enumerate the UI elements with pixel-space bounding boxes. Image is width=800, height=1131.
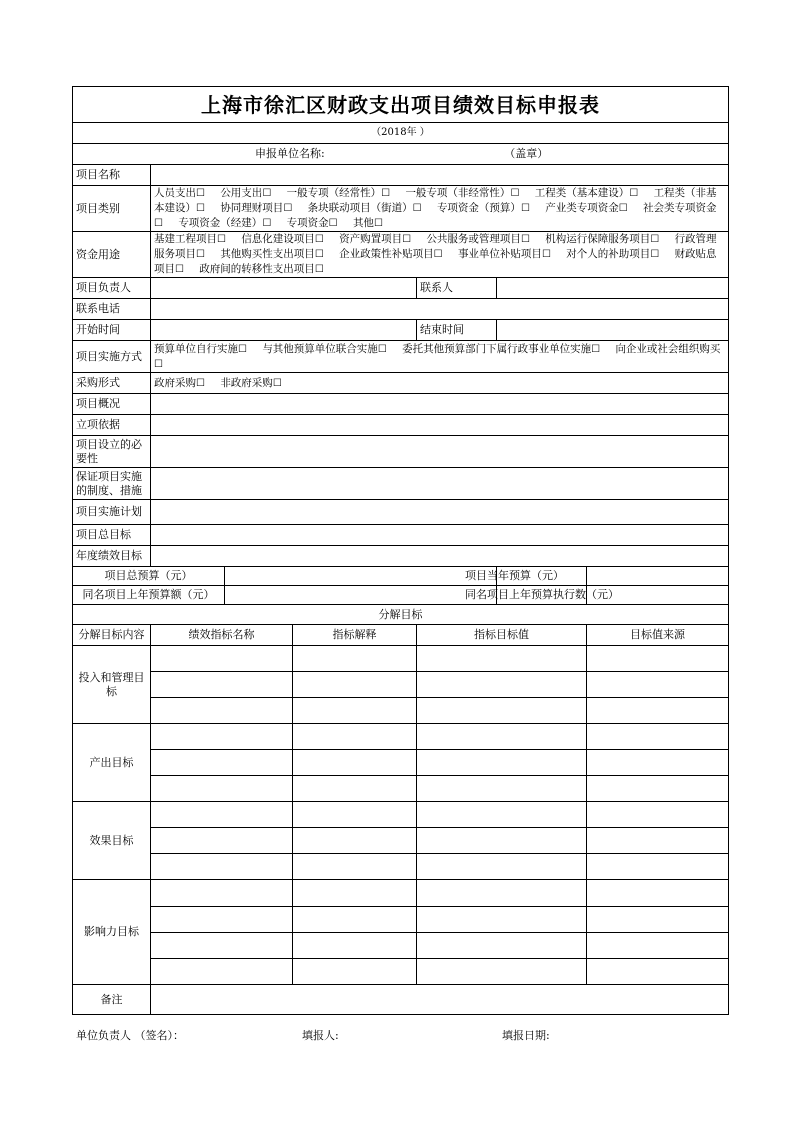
option-label: 信息化建设项目 <box>241 233 315 245</box>
goal-row <box>73 802 729 828</box>
header-content: 分解目标内容 <box>73 625 151 646</box>
value-source-cell[interactable] <box>587 880 729 907</box>
fund-use-label: 资金用途 <box>73 232 151 278</box>
target-value-cell[interactable] <box>417 828 587 854</box>
option-label: 条块联动项目（街道） <box>307 202 413 214</box>
project-type-label: 项目类别 <box>73 186 151 232</box>
value-source-cell[interactable] <box>587 672 729 698</box>
necessity-label: 项目设立的必要性 <box>73 436 151 468</box>
checkbox-icon[interactable]: ☐ <box>196 249 205 260</box>
option-label: 委托其他预算部门下属行政事业单位实施 <box>402 342 592 355</box>
value-source-cell[interactable] <box>587 933 729 959</box>
option-checkbox[interactable] <box>220 248 323 260</box>
value-source-cell[interactable] <box>587 854 729 880</box>
overview-label: 项目概况 <box>73 394 151 415</box>
option-label: 对个人的补助项目 <box>566 248 651 260</box>
unit-row <box>73 144 729 165</box>
option-checkbox[interactable] <box>154 377 205 389</box>
option-label: 机构运行保障服务项目 <box>545 233 651 245</box>
target-value-cell[interactable] <box>417 672 587 698</box>
checkbox-icon[interactable]: ☐ <box>175 264 184 275</box>
owner-value[interactable] <box>151 278 417 299</box>
option-label: 产业类专项资金 <box>545 202 619 214</box>
current-budget-label: 项目当年预算（元） <box>465 569 564 582</box>
annual-goal-value[interactable] <box>151 546 729 567</box>
option-label: 财政贴息项目 <box>154 248 717 275</box>
value-source-cell[interactable] <box>587 907 729 933</box>
indicator-name-cell[interactable] <box>151 724 293 750</box>
option-checkbox[interactable] <box>458 248 551 260</box>
option-checkbox[interactable] <box>287 187 390 199</box>
value-source-cell[interactable] <box>587 776 729 802</box>
start-label: 开始时间 <box>73 320 151 341</box>
option-label: 专项资金（预算） <box>436 202 521 214</box>
option-label: 人员支出 <box>154 187 196 199</box>
explanation-cell[interactable] <box>293 646 417 672</box>
checkbox-icon[interactable]: ☐ <box>196 203 205 214</box>
option-label: 政府间的转移性支出项目 <box>199 263 315 275</box>
checkbox-icon[interactable]: ☐ <box>262 218 272 229</box>
checkbox-icon[interactable]: ☐ <box>154 218 163 229</box>
option-checkbox[interactable] <box>545 233 659 245</box>
target-value-cell[interactable] <box>417 802 587 828</box>
option-checkbox[interactable] <box>437 202 530 214</box>
explanation-cell[interactable] <box>293 802 417 828</box>
explanation-cell[interactable] <box>293 698 417 724</box>
checkbox-icon[interactable]: ☐ <box>238 343 247 355</box>
explanation-cell[interactable] <box>293 724 417 750</box>
option-checkbox[interactable] <box>154 233 226 245</box>
option-label: 向企业或社会组织购买 <box>615 342 721 355</box>
option-label: 工程类（基本建设） <box>534 187 630 199</box>
target-value-cell[interactable] <box>417 907 587 933</box>
last-exec-label: 同名项目上年预算执行数（元） <box>465 588 619 601</box>
checkbox-icon[interactable]: ☐ <box>510 188 520 199</box>
option-label: 企业政策性补贴项目 <box>339 248 434 260</box>
option-checkbox[interactable] <box>241 233 323 245</box>
necessity-value[interactable] <box>151 436 729 468</box>
option-label: 公共服务或管理项目 <box>426 233 521 245</box>
indicator-name-cell[interactable] <box>151 854 293 880</box>
phone-label: 联系电话 <box>73 299 151 320</box>
explanation-cell[interactable] <box>293 828 417 854</box>
target-value-cell[interactable] <box>417 776 587 802</box>
checkbox-icon[interactable]: ☐ <box>314 249 324 260</box>
checkbox-icon[interactable]: ☐ <box>520 234 530 245</box>
goal-row <box>73 828 729 854</box>
option-label: 资产购置项目 <box>339 233 403 245</box>
option-label: 其他购买性支出项目 <box>220 248 315 260</box>
option-checkbox[interactable] <box>308 202 422 214</box>
option-checkbox[interactable] <box>545 202 627 214</box>
checkbox-icon[interactable]: ☐ <box>314 234 324 245</box>
explanation-cell[interactable] <box>293 907 417 933</box>
checkbox-icon[interactable]: ☐ <box>154 358 163 370</box>
checkbox-icon[interactable]: ☐ <box>618 203 628 214</box>
checkbox-icon[interactable]: ☐ <box>262 188 272 199</box>
explanation-cell[interactable] <box>293 933 417 959</box>
guarantee-label: 保证项目实施的制度、措施 <box>73 468 151 500</box>
goal-row <box>73 933 729 959</box>
plan-label: 项目实施计划 <box>73 500 151 525</box>
guarantee-value[interactable] <box>151 468 729 500</box>
indicator-name-cell[interactable] <box>151 698 293 724</box>
checkbox-icon[interactable]: ☐ <box>314 264 324 275</box>
checkbox-icon[interactable]: ☐ <box>520 203 530 214</box>
explanation-cell[interactable] <box>293 880 417 907</box>
value-source-cell[interactable] <box>587 724 729 750</box>
option-checkbox[interactable] <box>353 217 383 229</box>
goal-group-label: 产出目标 <box>73 724 151 802</box>
owner-label: 项目负责人 <box>73 278 151 299</box>
goal-row <box>73 854 729 880</box>
end-label: 结束时间 <box>417 320 497 341</box>
option-label: 其他 <box>352 217 374 229</box>
option-checkbox[interactable] <box>405 187 519 199</box>
form-year: （2018年 ） <box>73 123 729 144</box>
remarks-value[interactable] <box>151 985 729 1015</box>
header-indicator-name: 绩效指标名称 <box>151 625 293 646</box>
option-label: 预算单位自行实施 <box>154 342 238 355</box>
checkbox-icon[interactable]: ☐ <box>196 188 205 199</box>
unit-label: 申报单位名称: <box>255 147 325 160</box>
value-source-cell[interactable] <box>587 959 729 985</box>
option-label: 非政府采购 <box>220 376 273 389</box>
option-checkbox[interactable] <box>566 248 659 260</box>
checkbox-icon[interactable]: ☐ <box>217 234 226 245</box>
target-value-cell[interactable] <box>417 959 587 985</box>
header-value-source: 目标值来源 <box>587 625 729 646</box>
goal-row <box>73 907 729 933</box>
value-source-cell[interactable] <box>587 646 729 672</box>
checkbox-icon[interactable]: ☐ <box>402 234 412 245</box>
option-checkbox[interactable] <box>220 187 271 199</box>
project-name-value[interactable] <box>151 165 729 186</box>
checkbox-icon[interactable]: ☐ <box>541 249 551 260</box>
value-source-cell[interactable] <box>587 828 729 854</box>
decompose-header-row <box>73 625 729 646</box>
indicator-name-cell[interactable] <box>151 646 293 672</box>
last-year-budget-label: 同名项目上年预算额（元） <box>73 586 225 605</box>
seal-label: （盖章） <box>504 147 549 160</box>
current-budget-value[interactable] <box>587 567 729 586</box>
option-label: 行政管理服务项目 <box>154 233 717 260</box>
impl-options <box>151 341 729 373</box>
goal-row <box>73 880 729 907</box>
goal-row <box>73 776 729 802</box>
explanation-cell[interactable] <box>293 672 417 698</box>
value-source-cell[interactable] <box>587 802 729 828</box>
last-year-budget-value[interactable] <box>225 586 497 605</box>
option-checkbox[interactable] <box>339 248 442 260</box>
option-label: 一般专项（非经常性） <box>405 187 511 199</box>
filler: 填报人: <box>302 1029 339 1042</box>
leader-signature: 单位负责人 （签名）： <box>76 1029 184 1042</box>
target-value-cell[interactable] <box>417 933 587 959</box>
option-label: 与其他预算单位联合实施 <box>262 342 378 355</box>
checkbox-icon[interactable]: ☐ <box>272 377 282 389</box>
checkbox-icon[interactable]: ☐ <box>650 234 660 245</box>
indicator-name-cell[interactable] <box>151 959 293 985</box>
goal-group-label: 效果目标 <box>73 802 151 880</box>
option-checkbox[interactable] <box>220 377 281 389</box>
indicator-name-cell[interactable] <box>151 672 293 698</box>
option-checkbox[interactable] <box>199 263 323 275</box>
checkbox-icon[interactable]: ☐ <box>328 218 338 229</box>
performance-goal-form <box>72 86 729 1015</box>
option-label: 专项资金 <box>286 217 329 229</box>
checkbox-icon[interactable]: ☐ <box>650 249 660 260</box>
checkbox-icon[interactable]: ☐ <box>377 343 387 355</box>
goal-row <box>73 646 729 672</box>
checkbox-icon[interactable]: ☐ <box>381 188 391 199</box>
checkbox-icon[interactable]: ☐ <box>196 377 205 389</box>
annual-goal-label: 年度绩效目标 <box>73 546 151 567</box>
checkbox-icon[interactable]: ☐ <box>373 218 383 229</box>
option-label: 政府采购 <box>154 376 196 389</box>
goal-row <box>73 698 729 724</box>
form-title: 上海市徐汇区财政支出项目绩效目标申报表 <box>73 87 729 123</box>
form-footer <box>76 1027 726 1043</box>
goal-row <box>73 724 729 750</box>
option-checkbox[interactable] <box>535 187 638 199</box>
explanation-cell[interactable] <box>293 776 417 802</box>
option-label: 专项资金（经建） <box>178 217 263 229</box>
goal-row <box>73 959 729 985</box>
target-value-cell[interactable] <box>417 698 587 724</box>
goal-row <box>73 672 729 698</box>
value-source-cell[interactable] <box>587 750 729 776</box>
remarks-label: 备注 <box>73 985 151 1015</box>
indicator-name-cell[interactable] <box>151 880 293 907</box>
goal-groups <box>73 646 729 985</box>
indicator-name-cell[interactable] <box>151 907 293 933</box>
basis-value[interactable] <box>151 415 729 436</box>
option-checkbox[interactable] <box>287 217 338 229</box>
option-label: 工程类（非基本建设） <box>154 187 717 214</box>
option-checkbox[interactable] <box>262 343 386 355</box>
target-value-cell[interactable] <box>417 750 587 776</box>
option-checkbox[interactable] <box>154 187 205 199</box>
indicator-name-cell[interactable] <box>151 802 293 828</box>
indicator-name-cell[interactable] <box>151 776 293 802</box>
option-label: 一般专项（经常性） <box>286 187 382 199</box>
explanation-cell[interactable] <box>293 854 417 880</box>
option-checkbox[interactable] <box>154 343 247 355</box>
project-name-label: 项目名称 <box>73 165 151 186</box>
purchase-options <box>151 373 729 394</box>
total-goal-value[interactable] <box>151 525 729 546</box>
decompose-title: 分解目标 <box>73 605 729 625</box>
project-type-options <box>151 186 729 232</box>
option-checkbox[interactable] <box>178 217 271 229</box>
indicator-name-cell[interactable] <box>151 828 293 854</box>
option-label: 协同理财项目 <box>220 202 284 214</box>
end-value[interactable] <box>497 320 729 341</box>
overview-value[interactable] <box>151 394 729 415</box>
total-budget-value[interactable] <box>225 567 497 586</box>
last-exec-label-cell <box>465 586 619 605</box>
goal-row <box>73 750 729 776</box>
goal-group-label: 影响力目标 <box>73 880 151 985</box>
fill-date: 填报日期: <box>502 1029 550 1042</box>
target-value-cell[interactable] <box>417 724 587 750</box>
goal-group-label: 投入和管理目标 <box>73 646 151 724</box>
option-label: 公用支出 <box>220 187 263 199</box>
target-value-cell[interactable] <box>417 880 587 907</box>
option-checkbox[interactable] <box>402 343 600 355</box>
header-explanation: 指标解释 <box>293 625 417 646</box>
basis-label: 立项依据 <box>73 415 151 436</box>
contact-label: 联系人 <box>417 278 497 299</box>
checkbox-icon[interactable]: ☐ <box>591 343 601 355</box>
option-checkbox[interactable] <box>426 233 529 245</box>
target-value-cell[interactable] <box>417 646 587 672</box>
current-budget-label-cell <box>465 567 587 586</box>
contact-value[interactable] <box>497 278 729 299</box>
header-target-value: 指标目标值 <box>417 625 587 646</box>
option-checkbox[interactable] <box>220 202 292 214</box>
plan-value[interactable] <box>151 500 729 525</box>
checkbox-icon[interactable]: ☐ <box>412 203 422 214</box>
phone-value[interactable] <box>151 299 729 320</box>
impl-label: 项目实施方式 <box>73 341 151 373</box>
option-checkbox[interactable] <box>339 233 411 245</box>
indicator-name-cell[interactable] <box>151 933 293 959</box>
option-label: 事业单位补贴项目 <box>457 248 542 260</box>
option-label: 社会类专项资金 <box>643 202 717 214</box>
total-budget-label: 项目总预算（元） <box>73 567 225 586</box>
option-label: 基建工程项目 <box>154 233 217 245</box>
start-value[interactable] <box>151 320 417 341</box>
fund-use-options <box>151 232 729 278</box>
explanation-cell[interactable] <box>293 959 417 985</box>
value-source-cell[interactable] <box>587 698 729 724</box>
purchase-label: 采购形式 <box>73 373 151 394</box>
checkbox-icon[interactable]: ☐ <box>433 249 443 260</box>
total-goal-label: 项目总目标 <box>73 525 151 546</box>
checkbox-icon[interactable]: ☐ <box>629 188 639 199</box>
indicator-name-cell[interactable] <box>151 750 293 776</box>
explanation-cell[interactable] <box>293 750 417 776</box>
checkbox-icon[interactable]: ☐ <box>283 203 293 214</box>
target-value-cell[interactable] <box>417 854 587 880</box>
